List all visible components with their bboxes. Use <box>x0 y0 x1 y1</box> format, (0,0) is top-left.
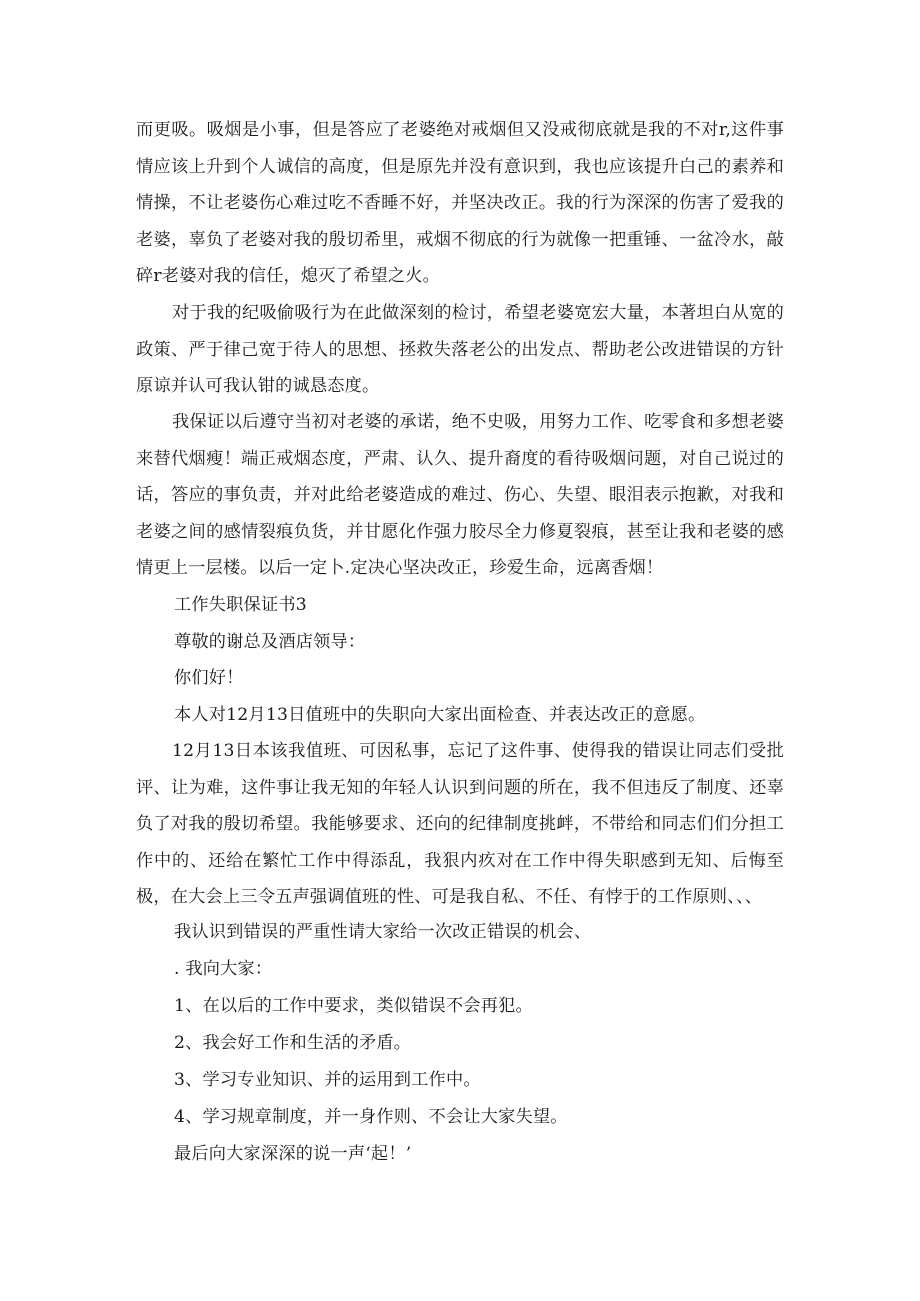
paragraph-1: 而更吸。吸烟是小事，但是答应了老婆绝对戒烟但又没戒彻底就是我的不对r,这件事情应该上升到个人诚信的高度，但是原先并没有意识到，我也应该提升白己的素养和情操，不让老婆伤心难过吃不香睡不好，并坚决改正。我的行为深深的伤害了爱我的老婆，辜负了老婆对我的殷切希里，戒烟不彻底的行为就像一把重锤、一盆冷水，敲碎r老婆对我的信任，熄灭了希望之火。 <box>136 120 784 286</box>
salutation: 尊敬的谢总及酒店领导： <box>174 632 366 652</box>
closing-line: 最后向大家深深的说一声‘起！’ <box>174 1144 412 1164</box>
paragraph-acknowledge: 我认识到错误的严重性请大家给一次改正错误的机会、 <box>174 922 592 942</box>
paragraph-2: 对于我的纪吸偷吸行为在此做深刻的检讨，希望老婆宽宏大量，本著坦白从宽的政策、严于律己宽于待人的思想、拯救失落老公的出发点、帮助老公改进错误的方针原谅并认可我认钳的诚恳态度。 <box>136 303 784 396</box>
promise-item-2: 2、我会好工作和生活的矛盾。 <box>174 1033 412 1053</box>
section-title: 工作失职保证书3 <box>174 595 307 615</box>
promise-lead: . 我向大家： <box>174 959 273 979</box>
paragraph-intro: 本人对12月13日值班中的失职向大家出面检查、并表达改正的意愿。 <box>174 705 706 725</box>
paragraph-3: 我保证以后遵守当初对老婆的承诺，绝不史吸，用努力工作、吃零食和多想老婆来替代烟瘦！端正戒烟态度，严肃、认久、提升裔度的看待吸烟问题，对自己说过的话，答应的事负责，并对此给老婆造成的难过、伤心、失望、眼泪表示抱歉，对我和老婆之间的感情裂痕负货，并甘愿化作强力胶尽全力修夏裂痕，甚至让我和老婆的感情更上一层楼。以后一定卜.定决心坚决改正，珍爱生命，远离香烟！ <box>136 412 784 578</box>
promise-item-3: 3、学习专业知识、并的运用到工作中。 <box>174 1070 481 1090</box>
promise-item-4: 4、学习规章制度，并一身作则、不会让大家失望。 <box>174 1107 568 1127</box>
promise-item-1: 1、在以后的工作中要求，类似错误不会再犯。 <box>174 996 533 1016</box>
paragraph-incident: 12月13日本该我值班、可因私事，忘记了这件事、使得我的错误让同志们受批评、让为难，这件事让我无知的年轻人认识到问题的所在，我不但违反了制度、还辜负了对我的殷切希望。我能够要求、还向的纪律制度挑衅，不带给和同志们们分担工作中的、还给在繁忙工作中得添乱，我狠内疚对在工作中得失职感到无知、后悔至极，在大会上三令五声强调值班的性、可是我自私、不任、有悖于的工作原则、、、 <box>136 741 784 907</box>
greeting: 你们好！ <box>174 668 244 688</box>
